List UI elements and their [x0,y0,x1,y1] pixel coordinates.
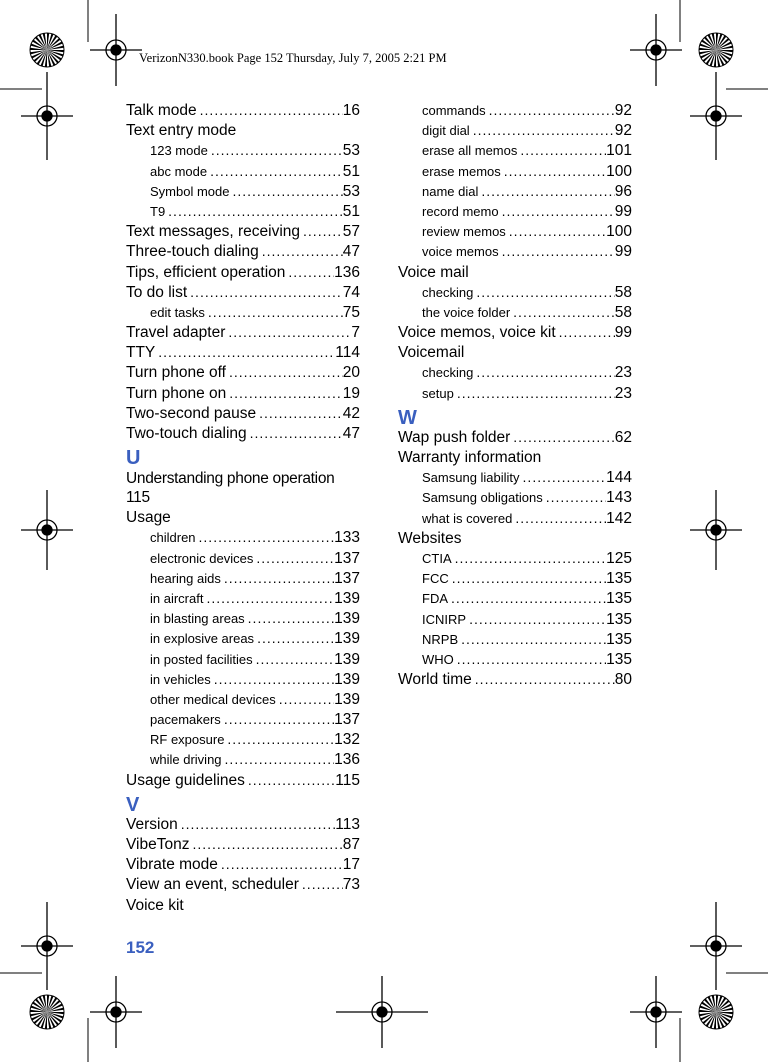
entry-page: 137 [334,711,360,729]
entry-page: 23 [614,384,632,402]
entry-page: 92 [614,122,632,140]
entry-page: 62 [614,428,632,446]
index-subentry [398,142,632,162]
index-entry [398,671,632,691]
dot-leader [257,630,334,646]
entry-label: VibeTonz [126,836,190,853]
dot-leader [221,856,343,872]
section-letter: U [126,447,141,470]
index-subentry [126,590,360,610]
entry-page: 137 [334,569,360,587]
index-subentry [126,163,360,183]
dot-leader [279,691,334,707]
entry-label: Voice memos, voice kit [398,324,556,342]
entry-label: other medical devices [150,691,276,707]
entry-label: Text messages, receiving [126,223,301,241]
entry-page: 99 [614,324,632,342]
entry-page: 115 [335,771,360,789]
dot-leader [303,223,343,239]
dot-leader [224,570,334,586]
entry-page: 42 [342,404,360,422]
entry-page: 87 [342,836,360,853]
dot-leader [158,344,335,360]
entry-label: Tips, efficient operation [126,263,286,281]
entry-label: Version [126,815,178,833]
dot-leader [190,284,343,300]
dot-leader [210,163,343,179]
entry-label: record memo [422,203,499,219]
dot-leader [288,264,334,280]
index-subentry [398,510,632,530]
entry-label: review memos [422,224,506,240]
entry-page: 132 [334,731,360,749]
entry-label: Wap push folder [398,428,511,446]
index-subentry [126,203,360,223]
dot-leader [199,529,335,545]
entry-label: commands [422,103,486,118]
entry-label: voice memos [422,244,499,260]
entry-page: 51 [342,162,360,180]
index-entry [126,405,360,425]
entry-label: To do list [126,283,188,301]
index-subentry [398,284,632,304]
index-heading: Websites [398,529,462,547]
index-entry [126,243,360,263]
index-entry [126,772,360,792]
index-subentry [126,691,360,711]
entry-page: 101 [606,142,632,160]
entry-label: in posted facilities [150,651,253,667]
entry-page: 57 [342,223,360,241]
entry-page: 139 [334,690,360,708]
entry-page: 100 [606,223,632,241]
index-entry [126,223,360,243]
index-subentry [398,183,632,203]
index-subentry [398,469,632,489]
dot-leader [250,425,343,441]
dot-leader [502,243,615,259]
dot-leader [211,142,343,158]
entry-page: 125 [606,549,632,567]
dot-leader [546,489,606,505]
entry-label: Turn phone on [126,384,227,402]
dot-leader [457,651,606,667]
index-subentry [398,163,632,183]
entry-label: setup [422,385,454,401]
index-subentry [398,203,632,223]
entry-label: the voice folder [422,304,511,320]
index-subentry [126,304,360,324]
index-subentry [126,550,360,570]
entry-page: 58 [614,283,632,301]
dot-leader [461,631,606,647]
entry-label: Talk mode [126,102,197,119]
entry-page: 53 [342,142,360,160]
entry-page: 115 [126,489,150,507]
index-subentry [126,570,360,590]
entry-page: 80 [614,671,632,689]
index-entry [398,429,632,449]
entry-page: 47 [342,243,360,261]
index-entry [126,344,360,364]
dot-leader [473,122,615,138]
dot-leader [523,469,607,485]
index-heading: Voice kit [126,896,184,914]
dot-leader [515,510,606,526]
entry-page: 96 [614,182,632,200]
entry-label: pacemakers [150,712,221,728]
star-target-mark [30,33,64,67]
dot-leader [559,324,615,340]
index-subentry [398,102,632,122]
index-entry [126,856,360,876]
entry-label: in explosive areas [150,631,255,647]
index-subentry [126,142,360,162]
section-letter: V [126,793,140,816]
entry-label: World time [398,671,472,689]
entry-label: Two-touch dialing [126,425,247,442]
index-entry [126,284,360,304]
dot-leader [232,183,342,199]
dot-leader [481,183,614,199]
entry-page: 75 [342,303,360,321]
index-column-left [126,102,360,917]
dot-leader [229,385,342,401]
dot-leader [229,364,343,380]
index-subentry [398,651,632,671]
entry-page: 139 [334,610,360,628]
index-subentry [398,385,632,405]
entry-label: Samsung obligations [422,490,543,506]
entry-page: 51 [342,202,360,220]
dot-leader [248,772,335,788]
entry-page: 53 [342,182,360,200]
index-entry [126,469,362,509]
dot-leader [302,876,343,892]
entry-page: 113 [335,815,360,833]
entry-label: Vibrate mode [126,856,218,874]
entry-page: 135 [606,650,632,668]
entry-label: Turn phone off [126,364,226,382]
index-entry [126,364,360,384]
dot-leader [259,405,343,421]
index-subentry [398,590,632,610]
entry-page: 139 [334,589,360,607]
index-subentry [398,122,632,142]
index-entry [126,876,360,896]
index-entry [126,425,360,445]
dot-leader [168,203,343,219]
dot-leader [225,751,335,767]
entry-page: 139 [334,670,360,688]
entry-label: Symbol mode [150,183,230,199]
dot-leader [181,816,336,832]
entry-label: CTIA [422,550,452,566]
index-subentry [126,711,360,731]
dot-leader [256,550,334,566]
entry-label: FCC [422,571,449,587]
index-entry [126,102,360,122]
entry-page: 100 [606,162,632,180]
index-subentry [398,611,632,631]
dot-leader [228,324,351,340]
entry-page: 139 [334,650,360,668]
entry-label: TTY [126,344,156,362]
entry-page: 7 [351,324,360,342]
entry-label: what is covered [422,510,513,526]
index-subentry [126,529,360,549]
index-subentry [398,243,632,263]
entry-page: 135 [606,610,632,628]
star-target-mark [699,995,733,1029]
entry-page: 99 [614,202,632,220]
entry-page: 99 [614,243,632,261]
entry-page: 17 [342,856,360,874]
entry-page: 143 [606,489,632,507]
entry-label: digit dial [422,123,470,139]
dot-leader [452,570,606,586]
index-column-right [398,102,632,691]
dot-leader [206,590,334,606]
entry-label: checking [422,365,474,381]
index-heading: Usage [126,509,171,527]
entry-label: FDA [422,591,448,607]
entry-label: edit tasks [150,304,205,320]
entry-page: 58 [614,303,632,321]
dot-leader [192,836,342,852]
entry-page: 74 [342,283,360,301]
index-subentry [398,631,632,651]
entry-label: erase memos [422,163,501,179]
dot-leader [451,590,606,606]
entry-label: RF exposure [150,732,225,748]
dot-leader [513,429,614,445]
entry-label: in blasting areas [150,611,245,627]
entry-label: Travel adapter [126,324,226,342]
entry-label: View an event, scheduler [126,876,299,894]
entry-page: 139 [334,630,360,648]
dot-leader [256,651,335,667]
dot-leader [227,731,334,747]
entry-page: 133 [334,529,360,547]
index-subentry [126,630,360,650]
index-entry [398,324,632,344]
dot-leader [200,102,343,118]
entry-page: 142 [606,509,632,527]
entry-label: erase all memos [422,143,518,159]
dot-leader [214,671,334,687]
dot-leader [475,671,615,687]
dot-leader [455,550,607,566]
entry-page: 23 [614,364,632,382]
entry-label: Two-second pause [126,404,257,422]
index-subentry [398,364,632,384]
entry-label: WHO [422,651,454,667]
entry-label: in aircraft [150,590,204,606]
entry-page: 20 [342,364,360,382]
entry-label: children [150,530,196,546]
entry-page: 135 [606,630,632,648]
index-subentry [398,223,632,243]
dot-leader [520,142,606,158]
page-number: 152 [126,938,155,957]
entry-page: 136 [334,263,360,281]
entry-label: T9 [150,203,166,219]
dot-leader [457,385,615,401]
entry-label: name dial [422,183,479,199]
book-header: VerizonN330.book Page 152 Thursday, July 7, 2005 2:21 PM [139,51,447,65]
entry-label: Samsung liability [422,470,520,486]
dot-leader [476,284,614,300]
entry-page: 73 [342,876,360,894]
index-subentry [126,731,360,751]
entry-label: NRPB [422,631,459,647]
entry-page: 136 [334,751,360,769]
index-subentry [126,671,360,691]
index-subentry [126,651,360,671]
entry-page: 92 [614,102,632,119]
entry-page: 144 [606,469,632,487]
dot-leader [208,304,343,320]
dot-leader [502,203,615,219]
entry-page: 114 [335,344,360,362]
index-entry [126,324,360,344]
dot-leader [469,611,606,627]
entry-label: Three-touch dialing [126,243,259,261]
index-entry [126,816,360,836]
index-subentry [398,489,632,509]
star-target-mark [30,995,64,1029]
index-entry [126,385,360,405]
dot-leader [476,364,614,380]
index-subentry [398,304,632,324]
entry-label: abc mode [150,163,208,179]
entry-label: electronic devices [150,550,254,566]
entry-label: checking [422,284,474,300]
dot-leader [504,163,606,179]
entry-label: Understanding phone operation [126,470,335,488]
index-subentry [126,183,360,203]
dot-leader [489,102,615,118]
index-heading: Text entry mode [126,122,237,140]
entry-label: while driving [150,752,222,768]
index-heading: Voice mail [398,263,469,281]
entry-page: 135 [606,570,632,588]
index-heading: Warranty information [398,449,542,466]
dot-leader [513,304,615,320]
index-subentry [398,570,632,590]
index-subentry [126,751,360,771]
entry-page: 137 [334,549,360,567]
dot-leader [262,243,343,259]
entry-page: 19 [342,384,360,402]
section-letter: W [398,406,417,429]
entry-page: 16 [342,102,360,119]
index-entry [126,264,360,284]
entry-label: in vehicles [150,671,211,687]
index-subentry [398,550,632,570]
dot-leader [509,223,606,239]
entry-label: Usage guidelines [126,771,245,789]
index-heading: Voicemail [398,344,465,362]
entry-label: hearing aids [150,570,221,586]
index-subentry [126,610,360,630]
dot-leader [248,610,334,626]
star-target-mark [699,33,733,67]
entry-label: 123 mode [150,143,208,159]
entry-label: ICNIRP [422,611,467,627]
entry-page: 135 [606,590,632,608]
index-entry [126,836,360,856]
entry-page: 47 [342,425,360,442]
dot-leader [224,711,334,727]
